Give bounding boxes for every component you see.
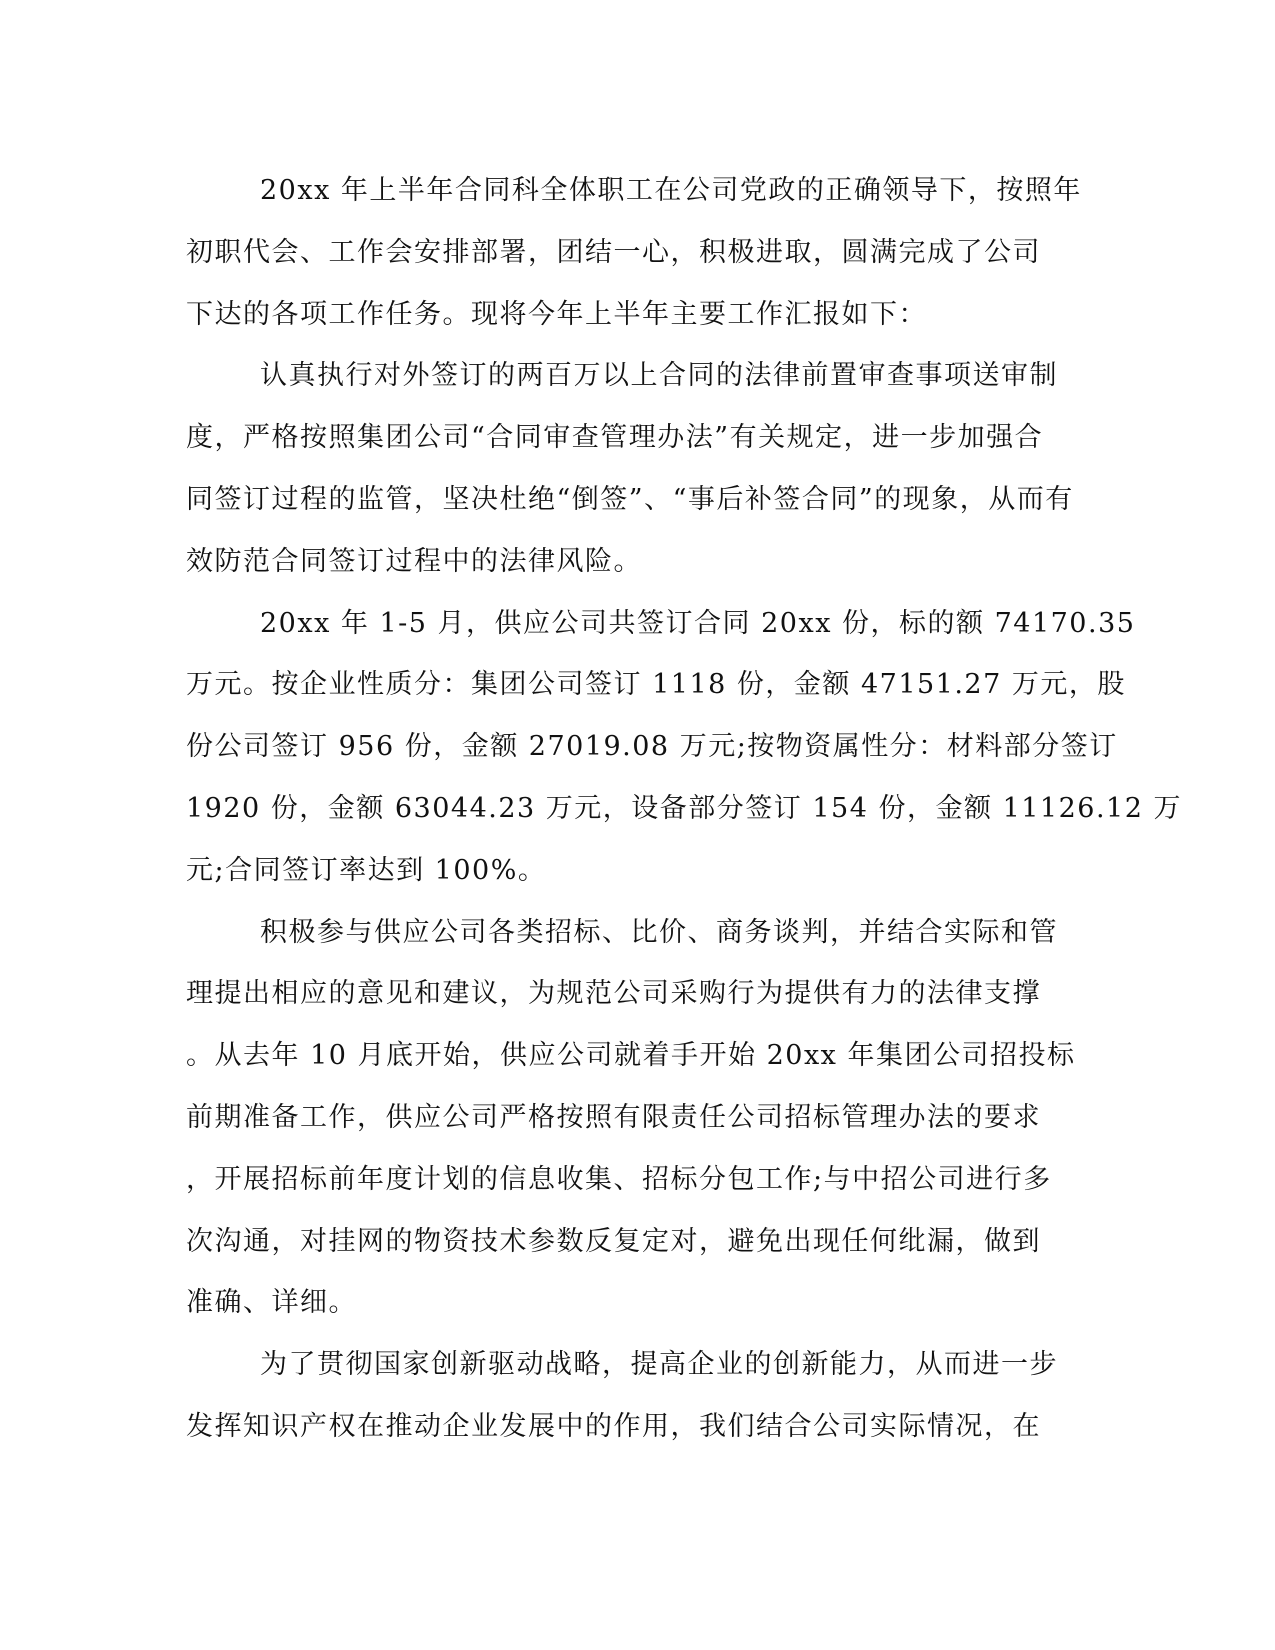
paragraph-2 — [186, 345, 1086, 592]
text-line: 次沟通，对挂网的物资技术参数反复定对，避免出现任何纰漏，做到 — [186, 1225, 1041, 1257]
text-line: 效防范合同签订过程中的法律风险。 — [186, 545, 642, 577]
paragraph-4 — [186, 902, 1086, 1335]
text-line: 理提出相应的意见和建议，为规范公司采购行为提供有力的法律支撑 — [186, 978, 1041, 1010]
text-line: 元;合同签订率达到 100%。 — [186, 854, 547, 886]
text-line: 20xx 年 1-5 月，供应公司共签订合同 20xx 份，标的额 74170.35 — [260, 607, 1136, 639]
text-line: 初职代会、工作会安排部署，团结一心，积极进取，圆满完成了公司 — [186, 236, 1041, 268]
text-line: 度，严格按照集团公司“合同审查管理办法”有关规定，进一步加强合 — [186, 422, 1044, 454]
text-line: 前期准备工作，供应公司严格按照有限责任公司招标管理办法的要求 — [186, 1101, 1041, 1133]
text-line: 。从去年 10 月底开始，供应公司就着手开始 20xx 年集团公司招投标 — [186, 1040, 1076, 1072]
text-line: 发挥知识产权在推动企业发展中的作用，我们结合公司实际情况，在 — [186, 1410, 1041, 1442]
text-line: 准确、详细。 — [186, 1287, 357, 1319]
text-line: 20xx 年上半年合同科全体职工在公司党政的正确领导下，按照年 — [260, 175, 1082, 206]
text-line: 认真执行对外签订的两百万以上合同的法律前置审查事项送审制 — [260, 360, 1058, 392]
paragraph-5 — [186, 1334, 1086, 1458]
text-line: 份公司签订 956 份，金额 27019.08 万元;按物资属性分：材料部分签订 — [186, 731, 1118, 763]
paragraph-1 — [186, 160, 1086, 345]
text-line: 1920 份，金额 63044.23 万元，设备部分签订 154 份，金额 11126.12 万 — [186, 792, 1182, 824]
text-line: ，开展招标前年度计划的信息收集、招标分包工作;与中招公司进行多 — [186, 1163, 1052, 1195]
paragraph-3 — [186, 593, 1182, 902]
text-line: 下达的各项工作任务。现将今年上半年主要工作汇报如下： — [186, 298, 927, 330]
text-line: 同签订过程的监管，坚决杜绝“倒签”、“事后补签合同”的现象，从而有 — [186, 483, 1074, 515]
document-body — [186, 160, 1182, 1458]
text-line: 积极参与供应公司各类招标、比价、商务谈判，并结合实际和管 — [260, 916, 1058, 948]
text-line: 万元。按企业性质分：集团公司签订 1118 份，金额 47151.27 万元，股 — [186, 669, 1126, 701]
text-line: 为了贯彻国家创新驱动战略，提高企业的创新能力，从而进一步 — [260, 1349, 1058, 1381]
